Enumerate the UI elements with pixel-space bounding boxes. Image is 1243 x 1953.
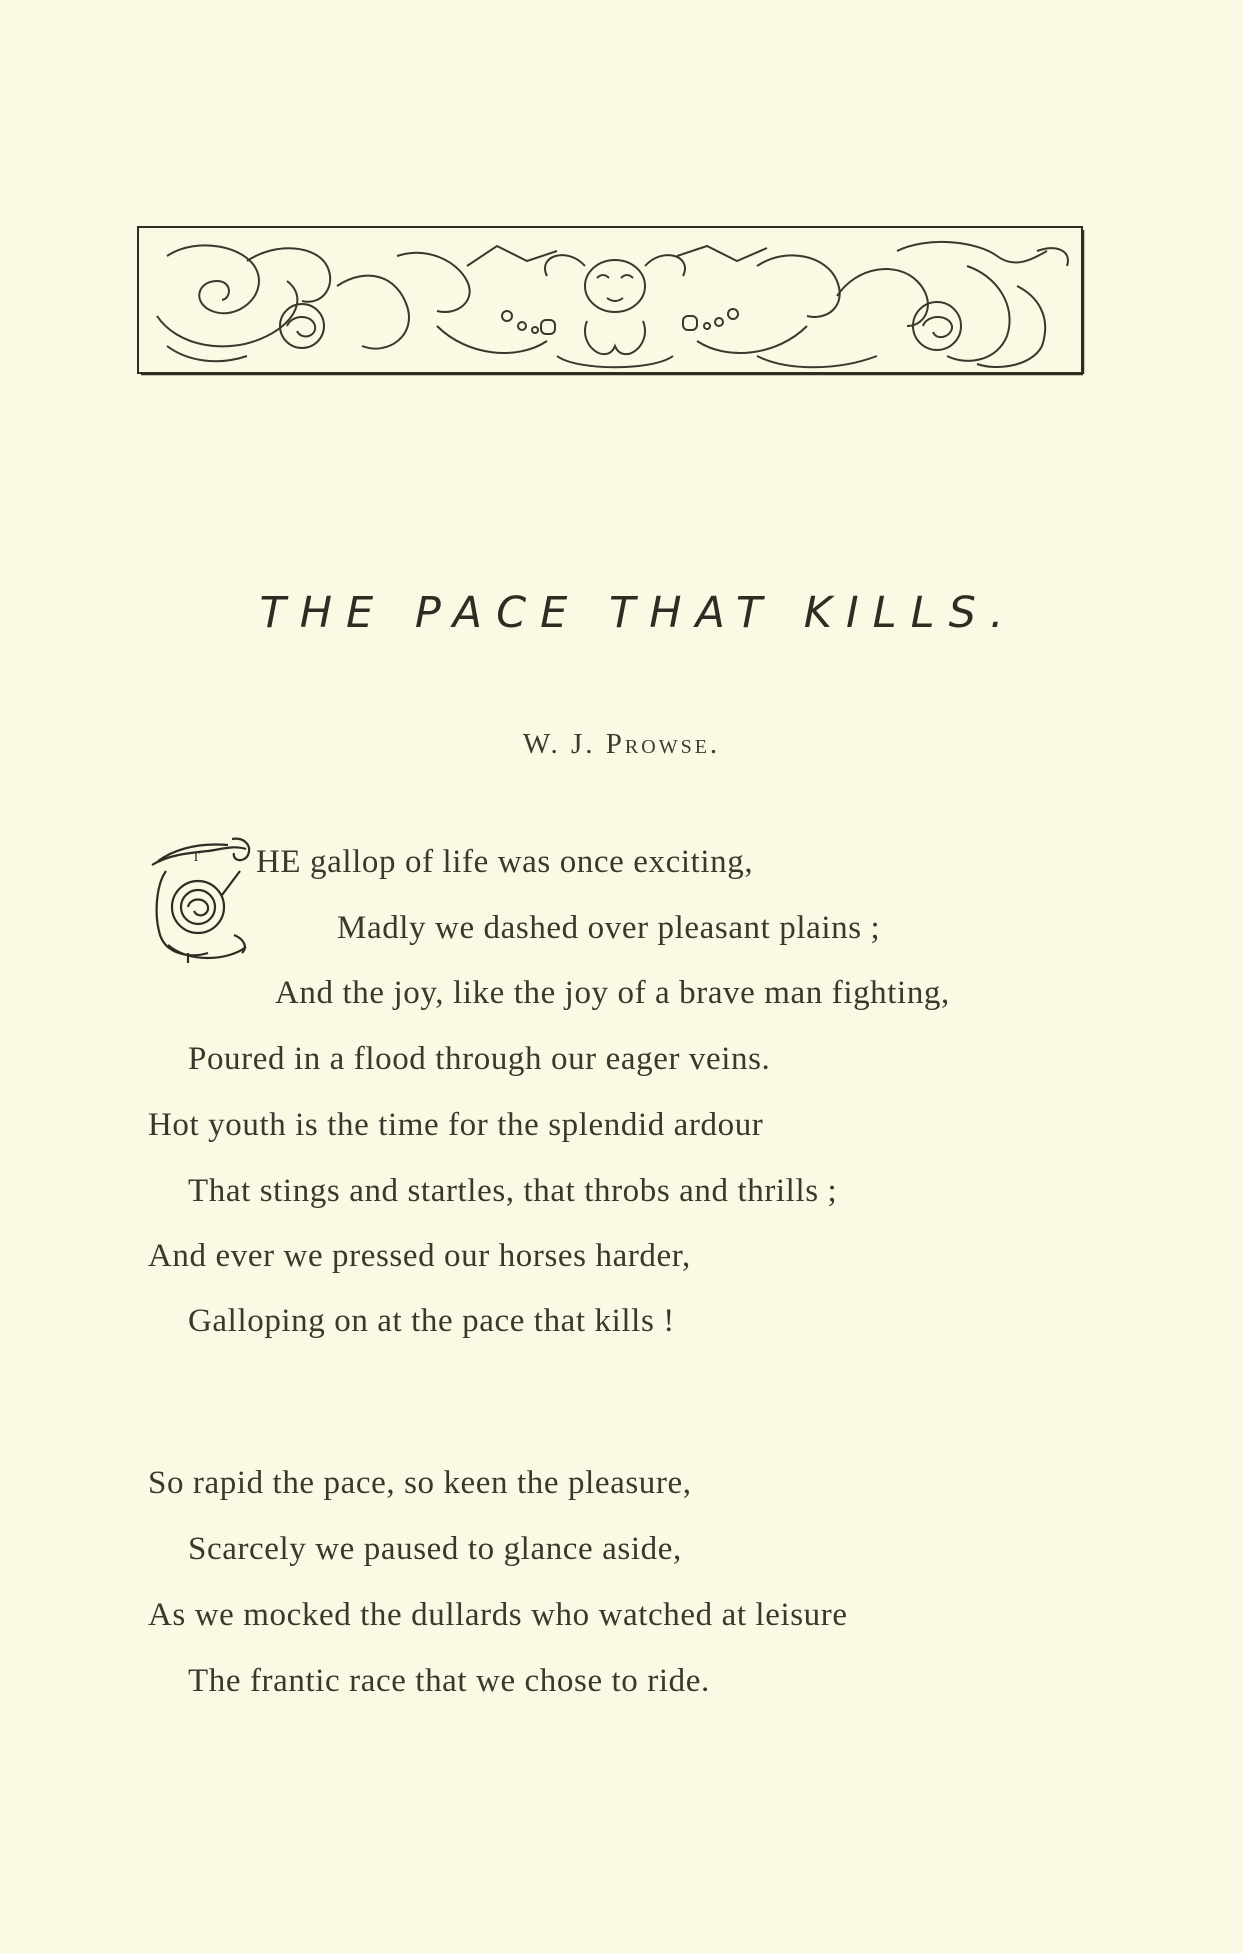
poem-line: Hot youth is the time for the splendid ardour [148, 1107, 764, 1143]
scrollwork-ornament-icon [137, 226, 1085, 376]
poem-line: That stings and startles, that throbs and thrills ; [188, 1173, 838, 1209]
poem-line: And ever we pressed our horses harder, [148, 1238, 691, 1274]
poem-line: So rapid the pace, so keen the pleasure, [148, 1465, 692, 1501]
drop-cap-letter: T [191, 850, 201, 865]
poem-line: The frantic race that we chose to ride. [188, 1663, 710, 1699]
poem-line: HE gallop of life was once exciting, [256, 844, 754, 880]
poem-line: Poured in a flood through our eager veins. [188, 1041, 771, 1077]
poem-line: As we mocked the dullards who watched at leisure [148, 1597, 848, 1633]
page-title: THE PACE THAT KILLS. [259, 588, 1018, 638]
poem-line: And the joy, like the joy of a brave man fighting, [275, 975, 950, 1011]
poem-line: Madly we dashed over pleasant plains ; [337, 910, 881, 946]
ornate-letter-t-icon [148, 835, 256, 963]
poem-line: Galloping on at the pace that kills ! [188, 1303, 675, 1339]
author-byline: W. J. Prowse. [522, 728, 721, 760]
drop-cap-ornament [148, 835, 256, 963]
poem-line: Scarcely we paused to glance aside, [188, 1531, 682, 1567]
ornamental-headpiece [137, 226, 1085, 376]
